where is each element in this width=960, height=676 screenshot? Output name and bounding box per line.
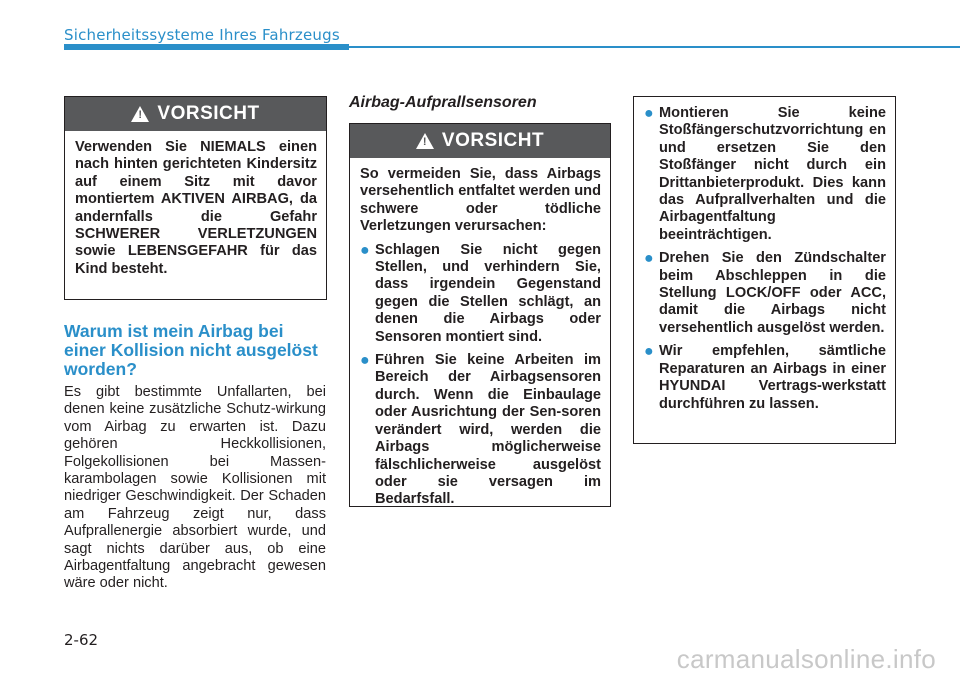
- bullet-text: Drehen Sie den Zündschalter beim Abschleppen in die Stellung LOCK/OFF oder ACC, damit die Airbags nicht versehentlich ausgelöst werden.: [659, 250, 886, 336]
- bullet-dot-icon: ●: [644, 250, 654, 268]
- bullet-dot-icon: ●: [644, 343, 654, 361]
- bullet-dot-icon: ●: [644, 105, 654, 122]
- section-title: Sicherheitssysteme Ihres Fahrzeugs: [64, 26, 340, 44]
- bullet-item: [360, 242, 601, 346]
- page-number: 2-62: [64, 631, 99, 649]
- bullet-text: Wir empfehlen, sämtliche Reparaturen an Airbags in einer HYUNDAI Vertrags-werkstatt durchführen zu lassen.: [659, 343, 886, 412]
- section-paragraph: Es gibt bestimmte Unfallarten, bei denen keine zusätzliche Schutz-wirkung vom Airbag zu erwarten ist. Dazu gehören Heckkollisionen, Folgekollisionen bei Massen-karambolagen sowie Kollisionen mit niedriger Geschwindigkeit. Der Schaden am Fahrzeug zeigt nur, dass Aufprallenergie absorbiert wurde, und sagt nichts darüber aus, ob eine Airbagentfaltung angebracht gewesen wäre oder nicht.: [64, 384, 326, 592]
- caution-header: [65, 97, 326, 131]
- caution-intro: So vermeiden Sie, dass Airbags versehentlich entfaltet werden und schwere oder tödliche Verletzungen verursachen:: [360, 166, 601, 235]
- caution-text: Verwenden Sie NIEMALS einen nach hinten gerichteten Kindersitz auf einem Sitz mit davor montiertem AKTIVEN AIRBAG, da andernfalls die Gefahr SCHWERER VERLETZUNGEN sowie LEBENSGEFAHR für das Kind besteht.: [75, 139, 317, 277]
- watermark: carmanualsonline.info: [676, 644, 936, 674]
- bullet-text: Schlagen Sie nicht gegen Stellen, und verhindern Sie, dass irgendein Gegenstand gegen die Stellen schlägt, an denen die Airbags oder Sensoren montiert sind.: [375, 241, 601, 345]
- bullet-text: Montieren Sie keine Stoßfängerschutzvorrichtung en und ersetzen Sie den Stoßfänger nicht durch ein Drittanbieterprodukt. Dies kann das Aufprallverhalten und die Airbagentfaltung beeinträchtigen.: [659, 105, 886, 243]
- caution-bullet-list: [360, 242, 601, 509]
- caution-header: [350, 124, 610, 158]
- warning-triangle-icon: !: [131, 106, 149, 122]
- caution-label: VORSICHT: [157, 103, 260, 124]
- section-heading: Warum ist mein Airbag bei einer Kollision nicht ausgelöst worden?: [64, 321, 318, 379]
- bullet-dot-icon: ●: [360, 352, 370, 370]
- bullet-dot-icon: ●: [360, 241, 370, 259]
- caution-bullet-list: [644, 105, 886, 413]
- caution-body: [65, 131, 326, 286]
- caution-body: [634, 97, 895, 421]
- caution-box-continued: [633, 96, 896, 444]
- bullet-item: [644, 105, 886, 244]
- warning-triangle-icon: !: [416, 133, 434, 149]
- bullet-text: Führen Sie keine Arbeiten im Bereich der Airbagsensoren durch. Wenn die Einbaulage oder Ausrichtung der Sen-soren verändert wird, werden die Airbags möglicherweise fälschlicherweise ausgelöst oder sie versagen im Bedarfsfall.: [375, 352, 601, 508]
- bullet-item: [644, 343, 886, 413]
- sensors-heading: Airbag-Aufprallsensoren: [349, 94, 537, 111]
- bullet-item: [360, 352, 601, 509]
- caution-label: VORSICHT: [441, 130, 545, 151]
- bullet-item: [644, 250, 886, 337]
- caution-box-child-seat: [64, 96, 327, 300]
- caution-box-sensors: [349, 123, 611, 507]
- caution-body: [350, 158, 610, 517]
- header-accent-bar: [64, 44, 349, 50]
